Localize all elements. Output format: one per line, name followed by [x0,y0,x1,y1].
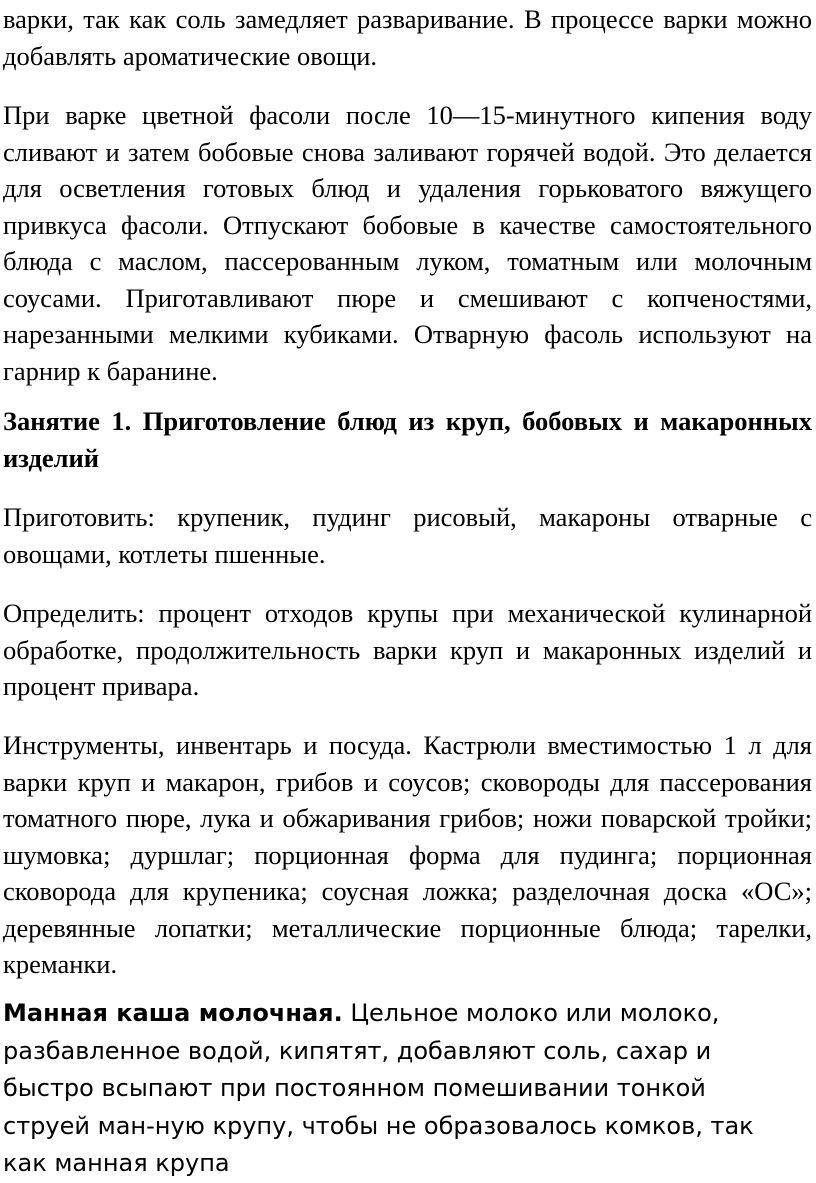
paragraph-prepare: Приготовить: крупеник, пудинг рисовый, макароны отварные с овощами, котлеты пшенные. [3,502,812,569]
paragraph-determine: Определить: процент отходов крупы при механической кулинарной обработке, продолжительность варки круп и макаронных изделий и процент привара. [3,598,812,701]
semolina-text: Цельное молоко или молоко, разбавленное водой, кипятят, добавляют соль, сахар и быстро всыпают при постоянном помешивании тонкой струей ман-ную крупу, чтобы не образовалось комков, так как манная крупа [3,999,754,1177]
paragraph-tools: Инструменты, инвентарь и посуда. Кастрюли вместимостью 1 л для варки круп и макарон, грибов и соусов; сковороды для пассерования томатного пюре, лука и обжаривания грибов; ножи поварской тройки; шумовка; дуршлаг; порционная форма для пудинга; порционная сковорода для крупеника; соусная ложка; разделочная доска «ОС»; деревянные лопатки; металлические порционные блюда; тарелки, креманки. [3,730,812,979]
paragraph-cooking-note: варки, так как соль замедляет разваривание. В процессе варки можно добавлять ароматические овощи. [3,4,812,71]
semolina-title: Манная каша молочная. [3,999,343,1027]
paragraph-beans: При варке цветной фасоли после 10—15-минутного кипения воду сливают и затем бобовые снова заливают горячей водой. Это делается для осветления готовых блюд и удаления горьковатого вяжущего привкуса фасоли. Отпускают бобовые в качестве самостоятельного блюда с маслом, пассерованным луком, томатным или молочным соусами. Приготавливают пюре и смешивают с копченостями, нарезанными мелкими кубиками. Отварную фасоль используют на гарнир к баранине. [3,100,812,386]
paragraph-semolina [3,995,756,1183]
lesson-heading: Занятие 1. Приготовление блюд из круп, бобовых и макаронных изделий [3,406,812,473]
